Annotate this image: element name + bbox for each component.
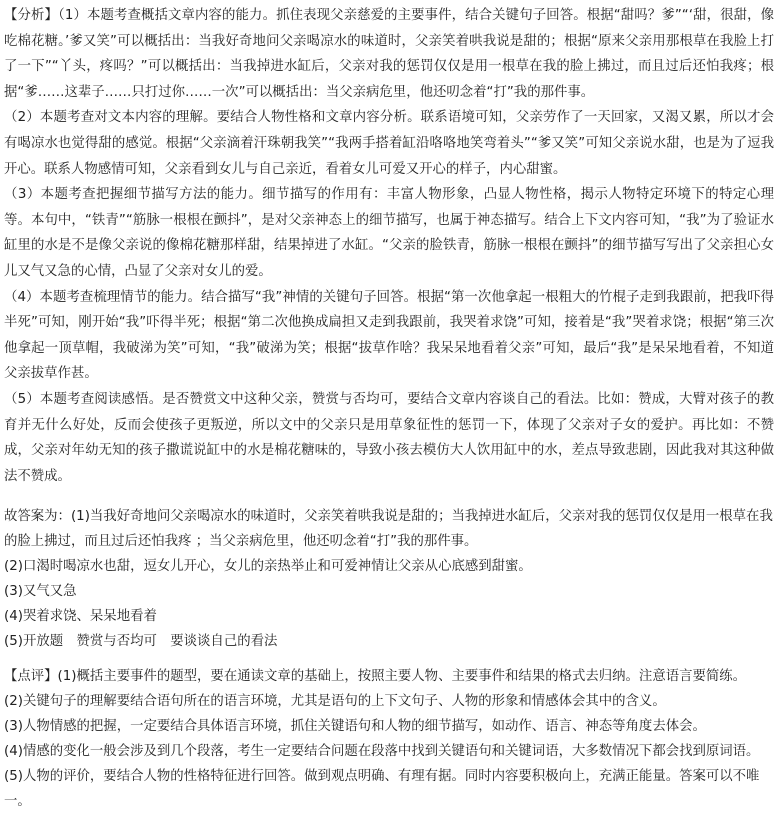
analysis-part-1: 【分析】（1）本题考查概括文章内容的能力。抓住表现父亲慈爱的主要事件，结合关键句子回答。根据“甜吗？爹”“‘甜，很甜，像吃棉花糖。’爹又笑”可以概括出：当我好奇地问父亲喝凉水的味道时，父亲笑着哄我说是甜的；根据“原来父亲用那根草在我脸上打了一下”“丫头，疼吗？”可以概括出：当我掉进水缸后，父亲对我的惩罚仅仅是用一根草在我的脸上拂过，而且过后还怕我疼；根据“爹……这辈子……只打过你……一次”可以概括出：当父亲病危里，他还叨念着“打”我的那件事。 bbox=[4, 8, 774, 100]
analysis-part-2: （2）本题考查对文本内容的理解。要结合人物性格和文章内容分析。联系语境可知，父亲劳作了一天回家，又渴又累，所以才会有喝凉水也觉得甜的感觉。根据“父亲滴着汗珠朝我笑”“我两手搭着缸沿咯咯地笑弯着头”“爹又笑”可知父亲说水甜，也是为了逗我开心。联系人物感情可知，父亲看到女儿与自己亲近，看着女儿可爱又开心的样子，内心甜蜜。 bbox=[4, 110, 774, 177]
analysis-part-5: （5）本题考查阅读感悟。是否赞赏文中这种父亲，赞赏与否均可，要结合文章内容谈自己的看法。比如：赞成，大臂对孩子的教育并无什么好处，反而会使孩子更叛逆，所以文中的父亲只是用草象征性的惩罚一下，体现了父亲对子女的爱护。再比如：不赞成，父亲对年幼无知的孩子撒谎说缸中的水是棉花糖味的，导致小孩去模仿大人饮用缸中的水，差点导致悲剧，因此我对其这种做法不赞成。 bbox=[4, 391, 774, 484]
answer-5: (5)开放题 赞赏与否均可 要谈谈自己的看法 bbox=[4, 634, 278, 650]
spacer bbox=[4, 654, 774, 664]
comment-1: 【点评】(1)概括主要事件的题型，要在通读文章的基础上，按照主要人物、主要事件和结果的格式去归纳。注意语言要简练。 bbox=[4, 669, 747, 685]
comment-4: (4)情感的变化一般会涉及到几个段落，考生一定要结合问题在段落中找到关键语句和关键词语，大多数情况下都会找到原词语。 bbox=[4, 744, 760, 760]
analysis-part-4: （4）本题考查梳理情节的能力。结合描写“我”神情的关键句子回答。根据“第一次他拿起一根粗大的竹棍子走到我跟前，把我吓得半死”可知，刚开始“我”吓得半死；根据“第二次他换成扁担又走到我跟前，我哭着求饶”可知，接着是“我”哭着求饶；根据“第三次他拿起一顶草帽，我破涕为笑”可知，“我”破涕为笑；根据“拔草作啥？我呆呆地看着父亲”可知，最后“我”是呆呆地看着，不知道父亲拔草作甚。 bbox=[4, 289, 774, 382]
answer-1: 故答案为：(1)当我好奇地问父亲喝凉水的味道时，父亲笑着哄我说是甜的；当我掉进水缸后，父亲对我的惩罚仅仅是用一根草在我的脸上拂过，而且过后还怕我疼 ；当父亲病危里，他还叨念着“打”我的那件事。 bbox=[4, 509, 773, 550]
comment-5: (5)人物的评价，要结合人物的性格特征进行回答。做到观点明确、有理有据。同时内容要积极向上，充满正能量。答案可以不唯一。 bbox=[4, 769, 760, 810]
answer-3: (3)又气又急 bbox=[4, 584, 77, 600]
answer-2: (2)口渴时喝凉水也甜，逗女儿开心，女儿的亲热举止和可爱神情让父亲从心底感到甜蜜。 bbox=[4, 559, 532, 575]
answer-4: (4)哭着求饶、呆呆地看着 bbox=[4, 609, 157, 625]
comment-2: (2)关键句子的理解要结合语句所在的语言环境，尤其是语句的上下文句子、人物的形象和情感体会其中的含义。 bbox=[4, 694, 666, 710]
analysis-part-3: （3）本题考查把握细节描写方法的能力。细节描写的作用有：丰富人物形象，凸显人物性格，揭示人物特定环境下的特定心理等。本句中，“铁青”“筋脉一根根在颤抖”，是对父亲神态上的细节描写，也属于神态描写。结合上下文内容可知，“我”为了验证水缸里的水是不是像父亲说的像棉花糖那样甜，结果掉进了水缸。“父亲的脸铁青，筋脉一根根在颤抖”的细节描写写出了父亲担心女儿又气又急的心情，凸显了父亲对女儿的爱。 bbox=[4, 187, 774, 279]
spacer bbox=[4, 489, 774, 504]
comment-3: (3)人物情感的把握，一定要结合具体语言环境，抓住关键语句和人物的细节描写，如动作、语言、神态等角度去体会。 bbox=[4, 719, 706, 735]
